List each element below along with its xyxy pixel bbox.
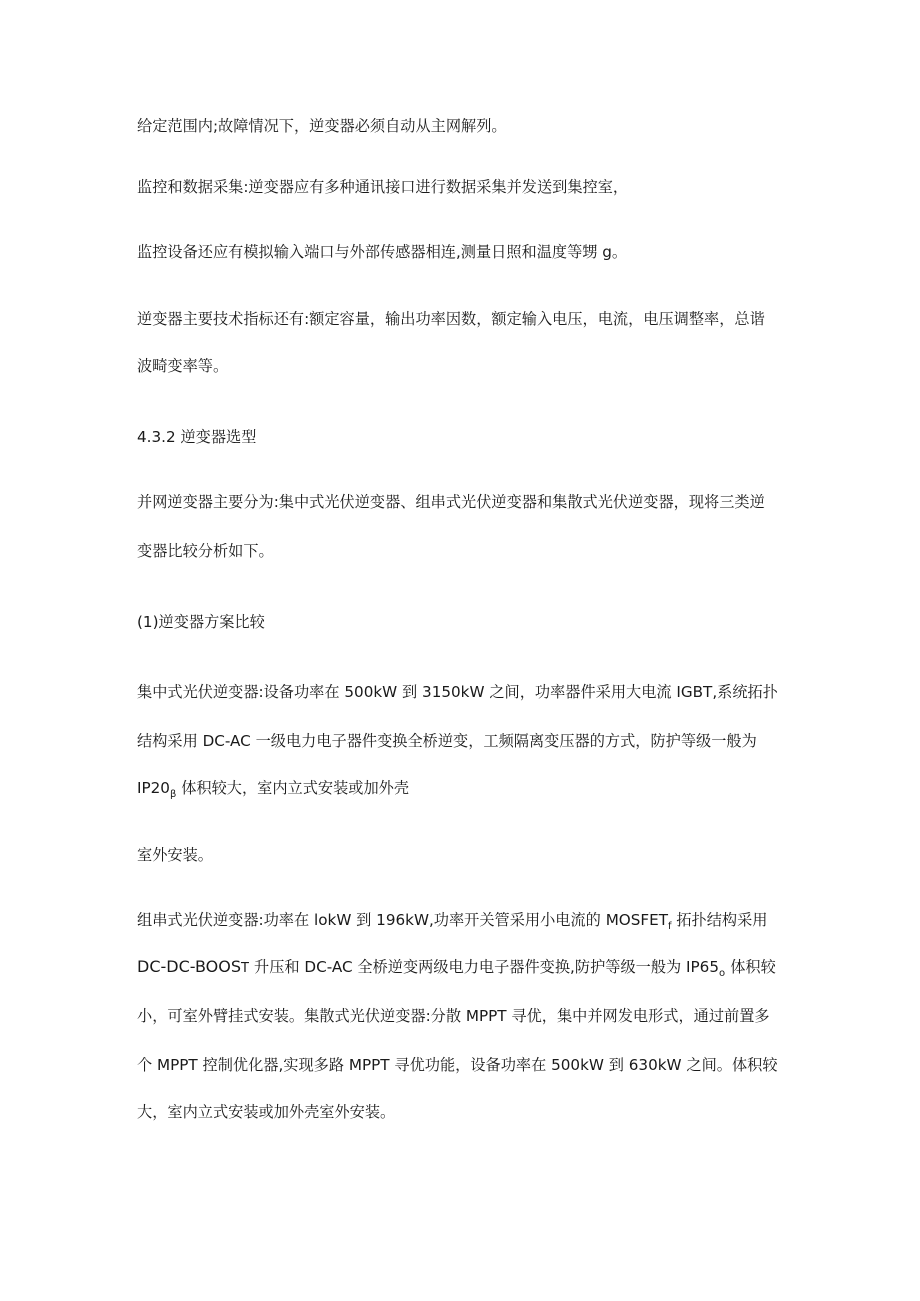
subscript-mark: f xyxy=(668,921,672,932)
text-line: 逆变器主要技术指标还有:额定容量，输出功率因数，额定输入电压，电流，电压调整率，总谐 xyxy=(137,310,765,328)
text-span: 拓扑结构采用 xyxy=(676,911,768,929)
text-line: 监控设备还应有模拟输入端口与外部传感器相连,测量日照和温度等甥 g。 xyxy=(137,243,628,261)
text-line: 并网逆变器主要分为:集中式光伏逆变器、组串式光伏逆变器和集散式光伏逆变器，现将三类逆 xyxy=(137,493,765,511)
text-span: IP20 xyxy=(137,779,170,797)
text-line: 变器比较分析如下。 xyxy=(137,542,274,560)
text-span: 体积较大，室内立式安装或加外壳 xyxy=(181,779,409,797)
text-span: 体积较 xyxy=(730,958,776,976)
text-span: DC-DC-BOOS xyxy=(137,957,241,976)
text-line: 小，可室外臂挂式安装。集散式光伏逆变器:分散 MPPT 寻优，集中并网发电形式，通过前置多 xyxy=(137,1007,770,1025)
text-line: 监控和数据采集:逆变器应有多种通讯接口进行数据采集并发送到集控室， xyxy=(137,178,629,196)
text-line: 大，室内立式安装或加外壳室外安装。 xyxy=(137,1103,396,1121)
text-line: 结构采用 DC-AC 一级电力电子器件变换全桥逆变，工频隔离变压器的方式，防护等级一般为 xyxy=(137,732,757,750)
text-span: 升压和 DC-AC 全桥逆变两级电力电子器件变换,防护等级一般为 IP65 xyxy=(254,958,719,976)
subscript-mark: o xyxy=(719,968,726,979)
text-line xyxy=(137,778,409,805)
text-line: 个 MPPT 控制优化器,实现多路 MPPT 寻优功能，设备功率在 500kW 到 630kW 之间。体积较 xyxy=(137,1056,778,1074)
text-span: T xyxy=(241,961,249,976)
text-line xyxy=(137,910,767,937)
text-line xyxy=(137,957,776,984)
text-span: 组串式光伏逆变器:功率在 lokW 到 196kW,功率开关管采用小电流的 MOSFET xyxy=(137,911,668,929)
section-heading: 4.3.2 逆变器选型 xyxy=(137,428,257,446)
text-line: 给定范围内;故障情况下，逆变器必须自动从主网解列。 xyxy=(137,117,507,135)
text-line: 集中式光伏逆变器:设备功率在 500kW 到 3150kW 之间，功率器件采用大电流 IGBT,系统拓扑 xyxy=(137,683,778,701)
text-line: 室外安装。 xyxy=(137,846,213,864)
subsection-heading: (1)逆变器方案比较 xyxy=(137,613,265,631)
text-line: 波畸变率等。 xyxy=(137,357,229,375)
subscript-mark: β xyxy=(169,789,177,800)
